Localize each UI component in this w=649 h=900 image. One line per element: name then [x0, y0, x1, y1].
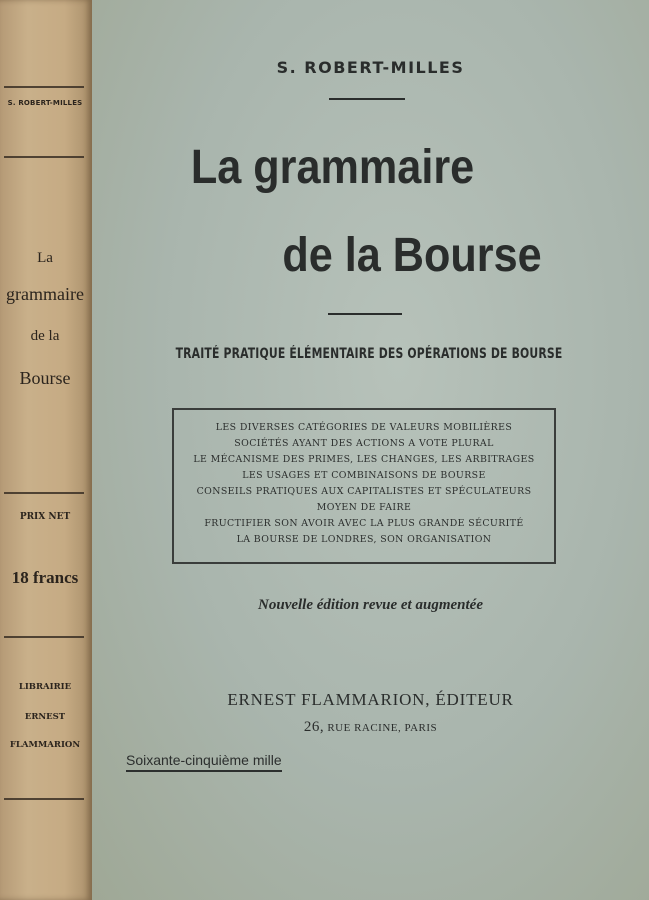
spine-publisher-line: LIBRAIRIE [18, 682, 72, 692]
contents-line: LES USAGES ET COMBINAISONS DE BOURSE [242, 470, 486, 481]
book-spine [0, 0, 92, 900]
contents-line: FRUCTIFIER SON AVOIR AVEC LA PLUS GRANDE SÉCURITÉ [204, 518, 524, 529]
cover-edition: Nouvelle édition revue et augmentée [258, 597, 483, 613]
book-cover [92, 0, 649, 900]
printing-stamp: Soixante-cinquième mille [126, 752, 282, 772]
spine-publisher-line: FLAMMARION [9, 740, 81, 750]
spine-publisher-line: ERNEST [24, 712, 66, 722]
spine-rule-price-top [4, 492, 84, 494]
spine-rule-publisher-top [4, 636, 84, 638]
rule-under-title [328, 313, 402, 315]
spine-title-line: La [37, 250, 53, 266]
contents-line: LA BOURSE DE LONDRES, SON ORGANISATION [236, 534, 492, 545]
spine-title-line: de la [30, 328, 60, 344]
address-number: 26, [303, 719, 325, 735]
cover-title-line1: La grammaire [190, 141, 475, 194]
spine-title-line: Bourse [19, 368, 71, 388]
spine-rule-top [4, 86, 84, 88]
contents-line: CONSEILS PRATIQUES AUX CAPITALISTES ET SPÉCULATEURS [196, 486, 532, 497]
contents-line: MOYEN DE FAIRE [316, 502, 412, 513]
spine-rule-bottom [4, 798, 84, 800]
contents-line: SOCIÉTÉS AYANT DES ACTIONS A VOTE PLURAL [234, 438, 494, 449]
spine-price: 18 francs [11, 568, 79, 587]
cover-subtitle: TRAITÉ PRATIQUE ÉLÉMENTAIRE DES OPÉRATIONS DE BOURSE [175, 346, 563, 362]
contents-line: LE MÉCANISME DES PRIMES, LES CHANGES, LES ARBITRAGES [193, 454, 535, 465]
spine-author: S. ROBERT-MILLES [7, 99, 83, 107]
spine-title-line: grammaire [6, 284, 84, 304]
spine-rule-title-top [4, 156, 84, 158]
contents-box [172, 408, 556, 564]
rule-under-author [329, 98, 405, 100]
cover-author: S. ROBERT-MILLES [276, 58, 465, 77]
contents-line: LES DIVERSES CATÉGORIES DE VALEURS MOBILIÈRES [215, 422, 513, 433]
cover-publisher: ERNEST FLAMMARION, ÉDITEUR [227, 690, 514, 709]
spine-price-label: PRIX NET [19, 512, 71, 522]
address-street: RUE RACINE, PARIS [327, 722, 438, 734]
cover-address [92, 719, 649, 736]
cover-title-line2: de la Bourse [282, 229, 542, 282]
